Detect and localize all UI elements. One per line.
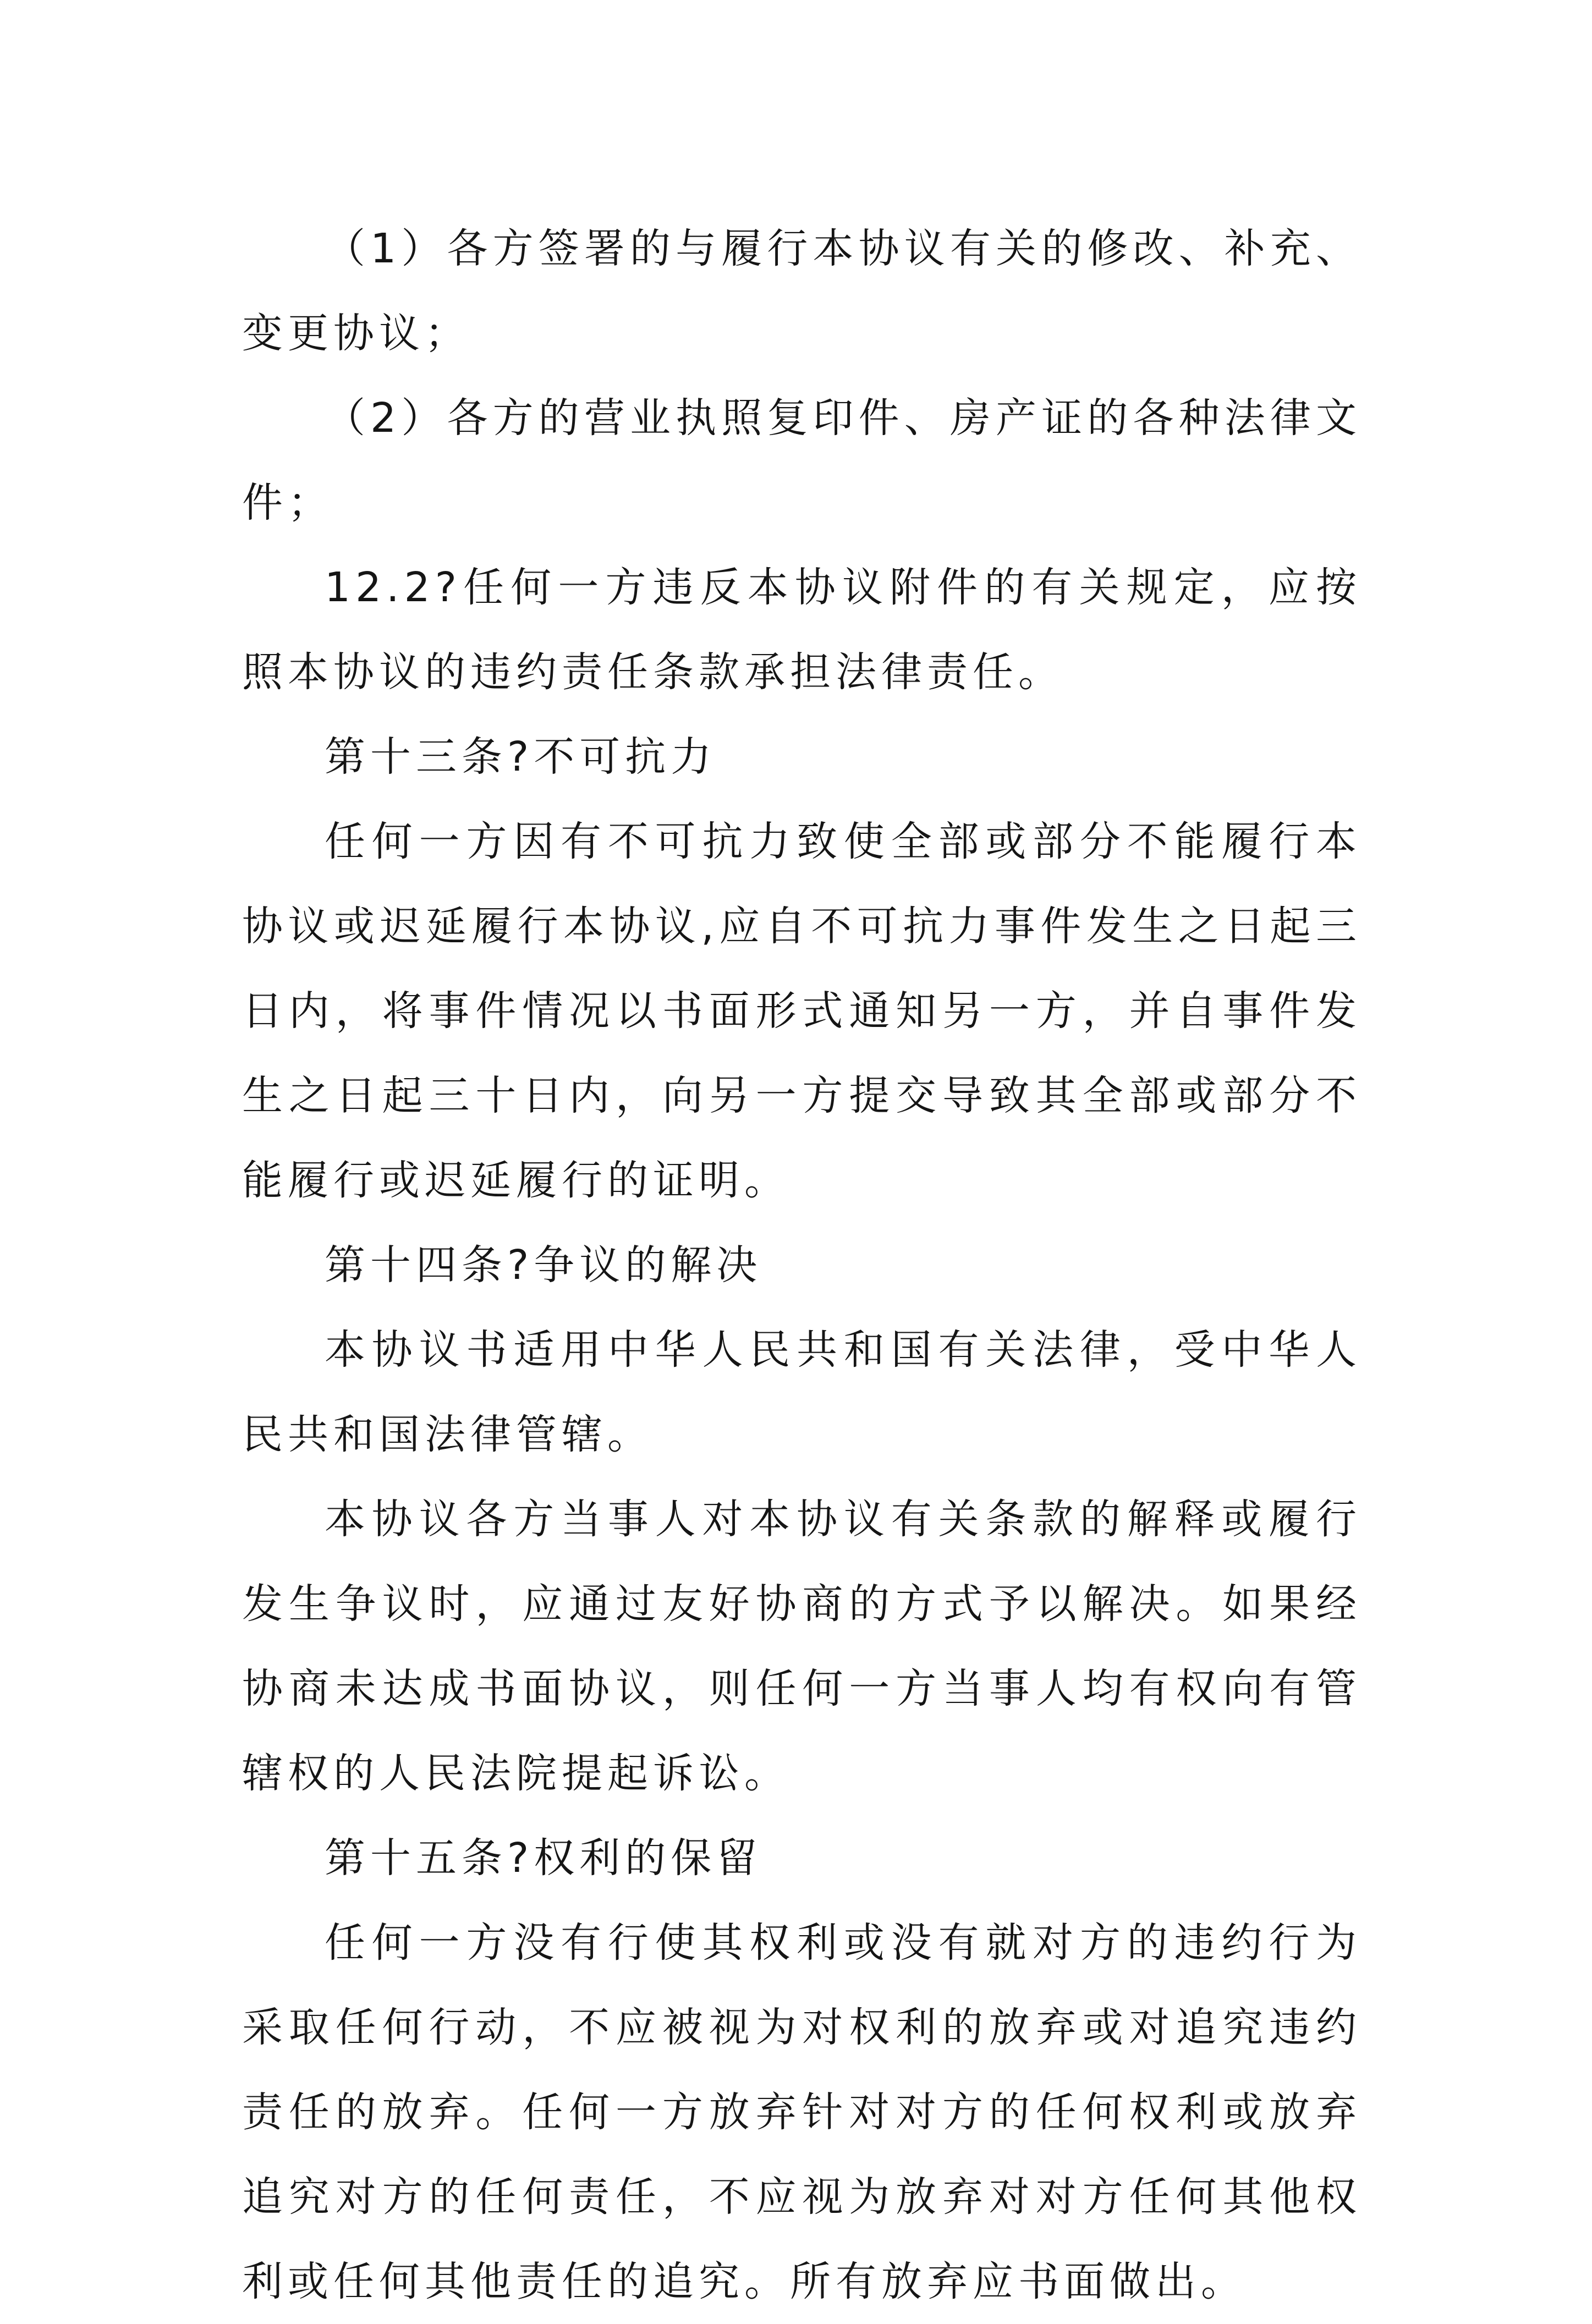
force-majeure-paragraph: 任何一方因有不可抗力致使全部或部分不能履行本协议或迟延履行本协议,应自不可抗力事件发生之日起三日内，将事件情况以书面形式通知另一方，并自事件发生之日起三十日内，向另一方提交导致其全部或部分不能履行或迟延履行的证明。 xyxy=(242,818,1362,1204)
paragraph-item-1: （1）各方签署的与履行本协议有关的修改、补充、变更协议； xyxy=(242,225,1362,357)
document-page xyxy=(242,206,1362,2324)
article-14-heading: 第十四条?争议的解决 xyxy=(325,1241,762,1289)
governing-law-paragraph: 本协议书适用中华人民共和国有关法律，受中华人民共和国法律管辖。 xyxy=(242,1326,1362,1458)
reservation-of-rights-paragraph: 任何一方没有行使其权利或没有就对方的违约行为采取任何行动，不应被视为对权利的放弃或对追究违约责任的放弃。任何一方放弃针对对方的任何权利或放弃追究对方的任何责任，不应视为放弃对对方任何其他权利或任何其他责任的追究。所有放弃应书面做出。 xyxy=(242,1919,1362,2305)
dispute-resolution-paragraph: 本协议各方当事人对本协议有关条款的解释或履行发生争议时，应通过友好协商的方式予以解决。如果经协商未达成书面协议，则任何一方当事人均有权向有管辖权的人民法院提起诉讼。 xyxy=(242,1496,1362,1797)
paragraph-item-2: （2）各方的营业执照复印件、房产证的各种法律文件； xyxy=(242,394,1362,526)
clause-12-2-paragraph: 12.2?任何一方违反本协议附件的有关规定，应按照本协议的违约责任条款承担法律责任。 xyxy=(242,564,1362,696)
article-15-heading: 第十五条?权利的保留 xyxy=(325,1834,762,1882)
article-13-heading: 第十三条?不可抗力 xyxy=(325,733,717,781)
